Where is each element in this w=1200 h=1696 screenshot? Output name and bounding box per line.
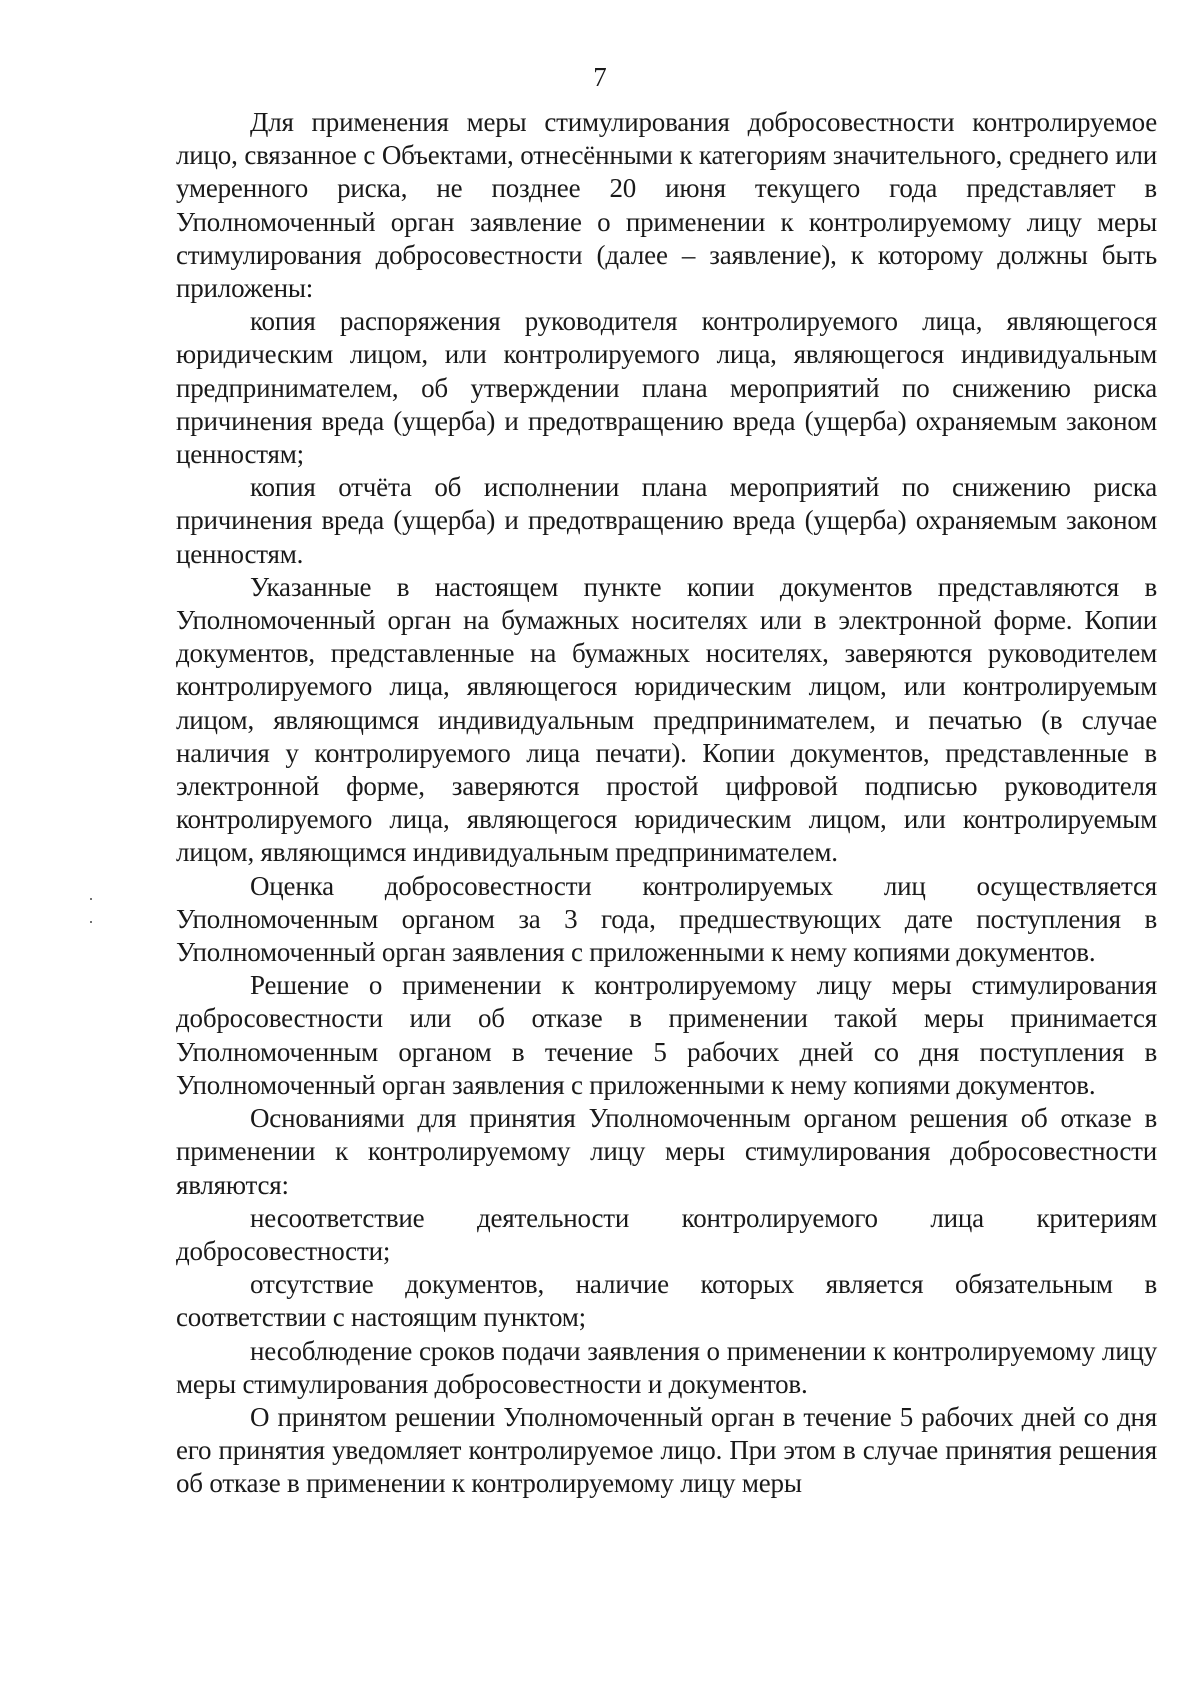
- page-number: 7: [593, 62, 607, 92]
- paragraph-ground-missing-documents: отсутствие документов, наличие которых является обязательным в соответствии с настоящим пунктом;: [176, 1269, 1157, 1333]
- paragraph-application-requirements: Для применения меры стимулирования добросовестности контролируемое лицо, связанное с Объектами, отнесёнными к категориям значительного, среднего или умеренного риска, не позднее 20 июня текущего года представляет в Уполномоченный орган заявление о применении к контролируемому лицу меры стимулирования добросовестности (далее – заявление), к которому должны быть приложены:: [176, 107, 1157, 304]
- document-body: [176, 106, 1157, 1501]
- paragraph-document-submission: Указанные в настоящем пункте копии документов представляются в Уполномоченный орган на бумажных носителях или в электронной форме. Копии документов, представленные на бумажных носителях, заверяются руководителем контролируемого лица, являющегося юридическим лицом, или контролируемым лицом, являющимся индивидуальным предпринимателем, и печатью (в случае наличия у контролируемого лица печати). Копии документов, представленные в электронной форме, заверяются простой цифровой подписью руководителя контролируемого лица, являющегося юридическим лицом, или контролируемым лицом, являющимся индивидуальным предпринимателем.: [176, 571, 1157, 868]
- paragraph-ground-noncompliance: несоответствие деятельности контролируемого лица критериям добросовестности;: [176, 1202, 1157, 1266]
- paragraph-assessment-period: Оценка добросовестности контролируемых лиц осуществляется Уполномоченным органом за 3 года, предшествующих дате поступления в Уполномоченный орган заявления с приложенными к нему копиями документов.: [176, 870, 1157, 968]
- paragraph-order-copy: копия распоряжения руководителя контролируемого лица, являющегося юридическим лицом, или контролируемого лица, являющегося индивидуальным предпринимателем, об утверждении плана мероприятий по снижению риска причинения вреда (ущерба) и предотвращению вреда (ущерба) охраняемым законом ценностям;: [176, 306, 1157, 470]
- scan-speck: [90, 898, 92, 900]
- paragraph-report-copy: копия отчёта об исполнении плана мероприятий по снижению риска причинения вреда (ущерба) и предотвращению вреда (ущерба) охраняемым законом ценностям.: [176, 472, 1157, 569]
- paragraph-decision-term: Решение о применении к контролируемому лицу меры стимулирования добросовестности или об отказе в применении такой меры принимается Уполномоченным органом в течение 5 рабочих дней со дня поступления в Уполномоченный орган заявления с приложенными к нему копиями документов.: [176, 970, 1157, 1100]
- scan-speck: [90, 921, 92, 923]
- paragraph-notification: О принятом решении Уполномоченный орган в течение 5 рабочих дней со дня его принятия уведомляет контролируемое лицо. При этом в случае принятия решения об отказе в применении к контролируемому лицу меры: [176, 1401, 1157, 1499]
- paragraph-refusal-grounds: Основаниями для принятия Уполномоченным органом решения об отказе в применении к контролируемому лицу меры стимулирования добросовестности являются:: [176, 1103, 1157, 1200]
- paragraph-ground-deadline: несоблюдение сроков подачи заявления о применении к контролируемому лицу меры стимулирования добросовестности и документов.: [176, 1335, 1157, 1399]
